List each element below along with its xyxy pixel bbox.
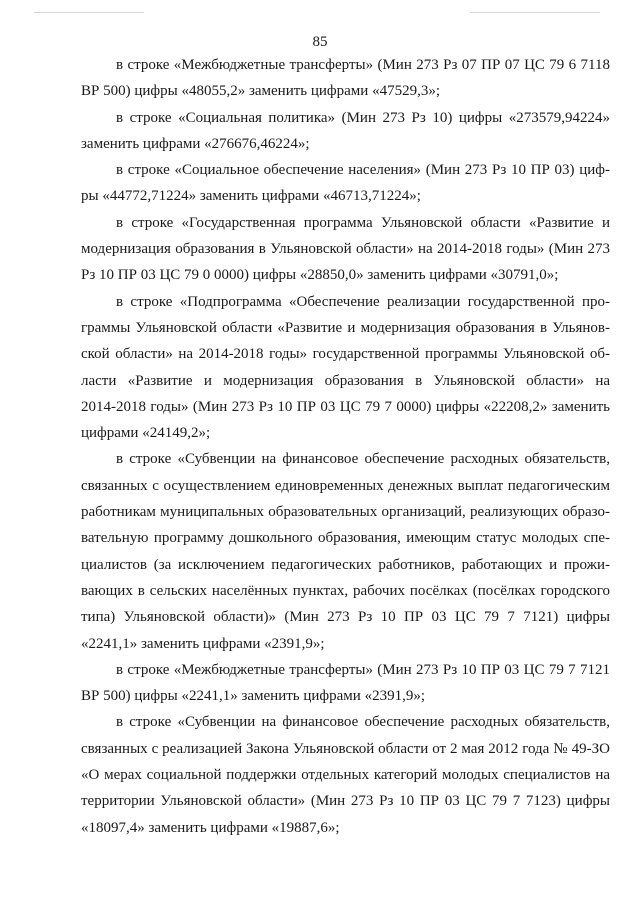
paragraph [81,446,610,656]
paragraph [81,52,610,105]
text-line: «2241,1» заменить цифрами «2391,9»; [81,635,325,652]
text-line: связанных с реализацией Закона Ульяновской области от 2 мая 2012 года № 49-ЗО [81,740,610,757]
paragraph [81,210,610,289]
text-line: в строке «Государственная программа Ульяновской области «Развитие и [116,214,610,231]
text-line: циалистов (за исключением педагогических работников, работающих и прожи- [81,556,610,573]
scan-edge-mark [470,12,600,13]
text-line: Рз 10 ПР 03 ЦС 79 0 0000) цифры «28850,0» заменить цифрами «30791,0»; [81,267,559,284]
text-line: 2014-2018 годы» (Мин 273 Рз 10 ПР 03 ЦС 79 7 0000) цифры «22208,2» заменить [81,398,610,415]
text-line: в строке «Межбюджетные трансферты» (Мин 273 Рз 10 ПР 03 ЦС 79 7 7121 [116,661,610,678]
text-line: работникам муниципальных образовательных организаций, реализующих образо- [81,504,610,521]
text-line: территории Ульяновской области» (Мин 273 Рз 10 ПР 03 ЦС 79 7 7123) цифры [81,793,610,810]
text-line: ласти «Развитие и модернизация образования в Ульяновской области» на [81,372,610,389]
text-line: в строке «Подпрограмма «Обеспечение реализации государственной про- [116,293,610,310]
paragraph [81,289,610,447]
paragraph [81,157,610,210]
text-line: вающих в сельских населённых пунктах, рабочих посёлках (посёлках городского [81,582,610,599]
paragraph [81,657,610,710]
paragraph [81,709,610,840]
text-line: «О мерах социальной поддержки отдельных категорий молодых специалистов на [81,767,610,784]
text-line: граммы Ульяновской области «Развитие и модернизация образования в Ульянов- [81,319,610,336]
text-line: в строке «Социальная политика» (Мин 273 Рз 10) цифры «273579,94224» [116,109,610,126]
text-line: типа) Ульяновской области)» (Мин 273 Рз 10 ПР 03 ЦС 79 7 7121) цифры [81,609,610,626]
text-line: цифрами «24149,2»; [81,425,211,442]
text-line: модернизация образования в Ульяновской области» на 2014-2018 годы» (Мин 273 [81,241,610,258]
text-line: ВР 500) цифры «2241,1» заменить цифрами «2391,9»; [81,688,425,705]
paragraph [81,105,610,158]
document-body [81,52,610,841]
text-line: «18097,4» заменить цифрами «19887,6»; [81,819,340,836]
scan-edge-mark [34,12,144,13]
text-line: ры «44772,71224» заменить цифрами «46713,71224»; [81,188,421,205]
text-line: в строке «Социальное обеспечение населения» (Мин 273 Рз 10 ПР 03) циф- [116,162,610,179]
text-line: в строке «Межбюджетные трансферты» (Мин 273 Рз 07 ПР 07 ЦС 79 6 7118 [116,57,610,73]
text-line: в строке «Субвенции на финансовое обеспечение расходных обязательств, [116,451,610,468]
text-line: заменить цифрами «276676,46224»; [81,135,310,152]
text-line: ской области» на 2014-2018 годы» государственной программы Ульяновской об- [81,346,610,363]
text-line: в строке «Субвенции на финансовое обеспечение расходных обязательств, [116,714,610,731]
text-line: связанных с осуществлением единовременных денежных выплат педагогическим [81,477,610,494]
text-line: вательную программу дошкольного образования, имеющим статус молодых спе- [81,530,610,547]
page-number: 85 [312,34,328,50]
text-line: ВР 500) цифры «48055,2» заменить цифрами «47529,3»; [81,83,440,100]
